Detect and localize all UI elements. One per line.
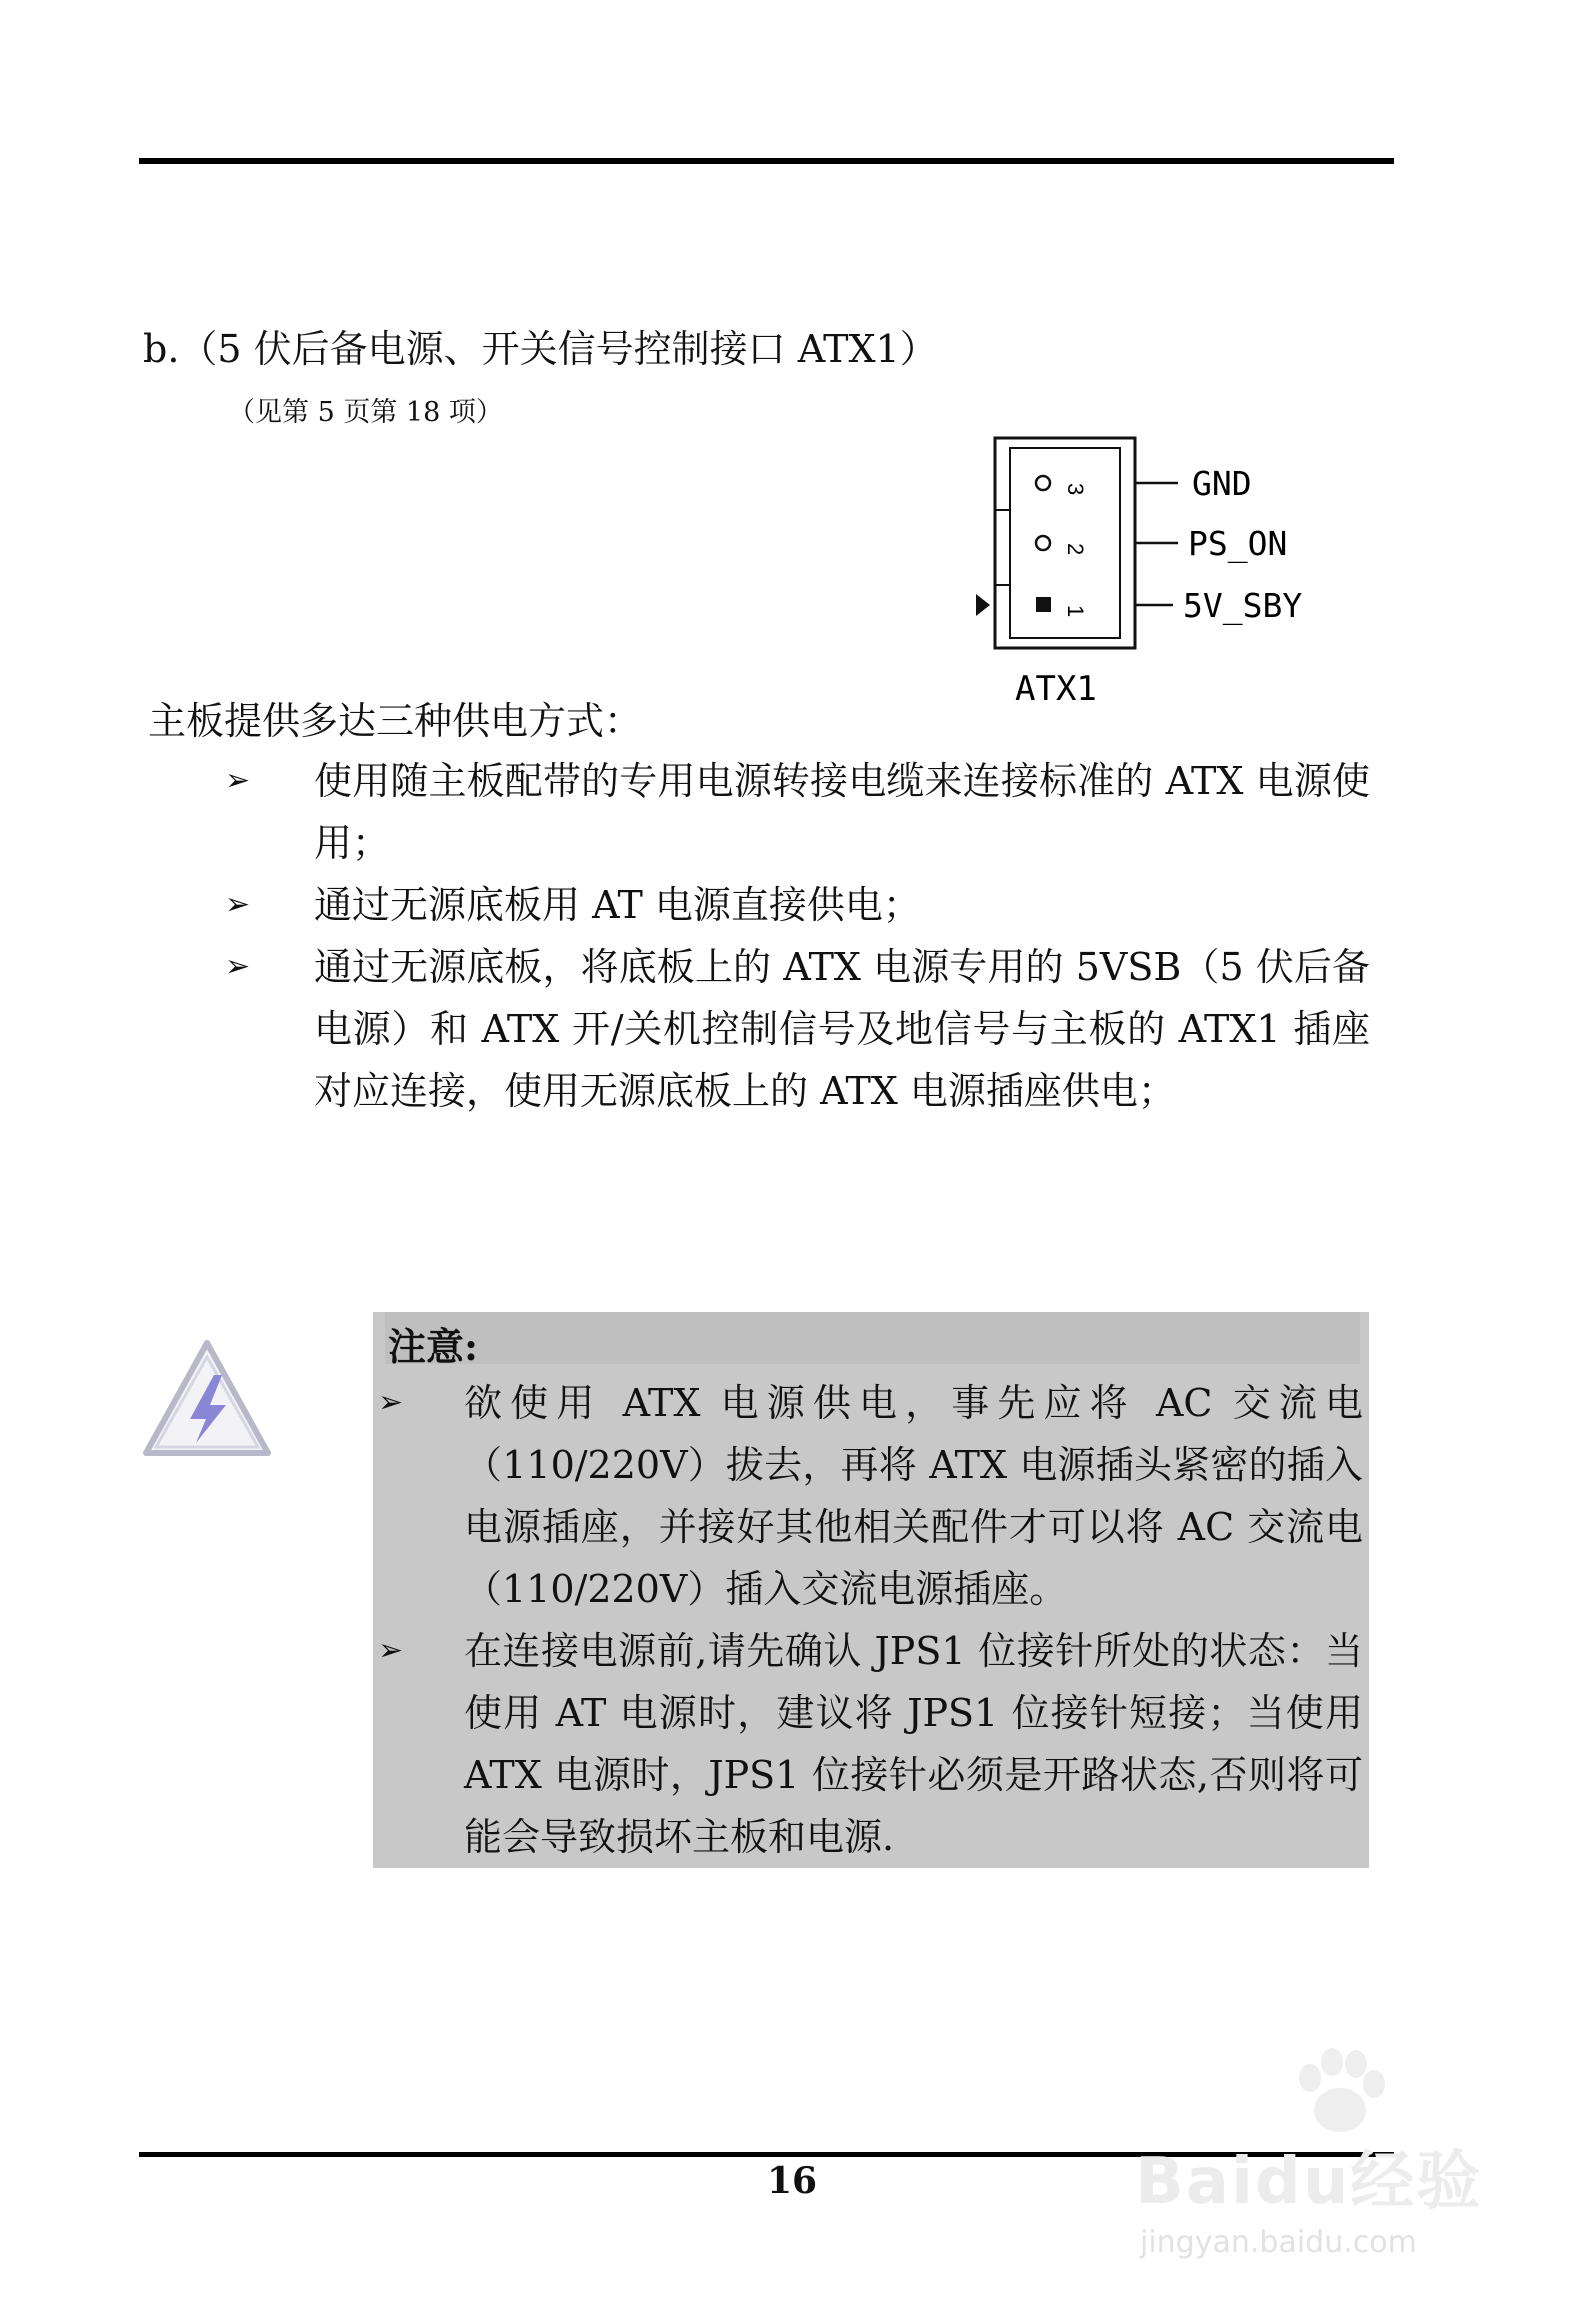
list-item: ➢ 通过无源底板，将底板上的 ATX 电源专用的 5VSB（5 伏后备电源）和 ATX 开/关机控制信号及地信号与主板的 ATX1 插座对应连接，使用无源底板上的 ATX 电源插座供电； bbox=[225, 936, 1370, 1122]
list-item: ➢ 欲使用 ATX 电源供电，事先应将 AC 交流电（110/220V）拔去，再将 ATX 电源插头紧密的插入电源插座，并接好其他相关配件才可以将 AC 交流电（110/220V）插入交流电源插座。 bbox=[378, 1372, 1363, 1620]
bullet-arrow-icon: ➢ bbox=[225, 763, 251, 798]
paw-logo-icon bbox=[1270, 2040, 1410, 2140]
atx1-connector-diagram bbox=[940, 420, 1320, 710]
page-number: 16 bbox=[766, 2160, 818, 2202]
pin-1-contact bbox=[1036, 597, 1051, 612]
bullet-arrow-icon: ➢ bbox=[225, 949, 251, 984]
warning-lightning-icon bbox=[140, 1335, 275, 1465]
power-options-list bbox=[225, 750, 1370, 1122]
note-title: 注意: bbox=[388, 1324, 479, 1369]
bullet-arrow-icon: ➢ bbox=[378, 1385, 404, 1420]
note-title-bar bbox=[385, 1312, 1360, 1364]
pin-3-label: GND bbox=[1192, 464, 1252, 503]
connector-name: ATX1 bbox=[1015, 669, 1097, 709]
watermark-url: jingyan.baidu.com bbox=[1140, 2225, 1417, 2260]
list-item: ➢ 通过无源底板用 AT 电源直接供电； bbox=[225, 874, 1370, 936]
list-item: ➢ 使用随主板配带的专用电源转接电缆来连接标准的 ATX 电源使用； bbox=[225, 750, 1370, 874]
pin-1-number: 1 bbox=[1063, 605, 1088, 618]
list-item: ➢ 在连接电源前,请先确认 JPS1 位接针所处的状态：当使用 AT 电源时，建议将 JPS1 位接针短接；当使用 ATX 电源时，JPS1 位接针必须是开路状态,否则将可能会导致损坏主板和电源. bbox=[378, 1620, 1363, 1868]
pin-2-number: 2 bbox=[1063, 543, 1088, 556]
section-heading: b.（5 伏后备电源、开关信号控制接口 ATX1） bbox=[143, 327, 938, 371]
pin-1-label: 5V_SBY bbox=[1183, 586, 1303, 625]
watermark-brand: Baidu经验 bbox=[1135, 2145, 1483, 2219]
bullet-arrow-icon: ➢ bbox=[378, 1633, 404, 1668]
power-options-intro: 主板提供多达三种供电方式： bbox=[148, 699, 643, 743]
page-reference: （见第 5 页第 18 项） bbox=[228, 397, 503, 428]
header-rule bbox=[139, 158, 1394, 164]
pin-2-label: PS_ON bbox=[1188, 524, 1288, 563]
pin-3-number: 3 bbox=[1063, 483, 1088, 496]
baidu-watermark bbox=[1120, 2040, 1540, 2270]
bullet-arrow-icon: ➢ bbox=[225, 887, 251, 922]
note-list bbox=[378, 1372, 1363, 1868]
